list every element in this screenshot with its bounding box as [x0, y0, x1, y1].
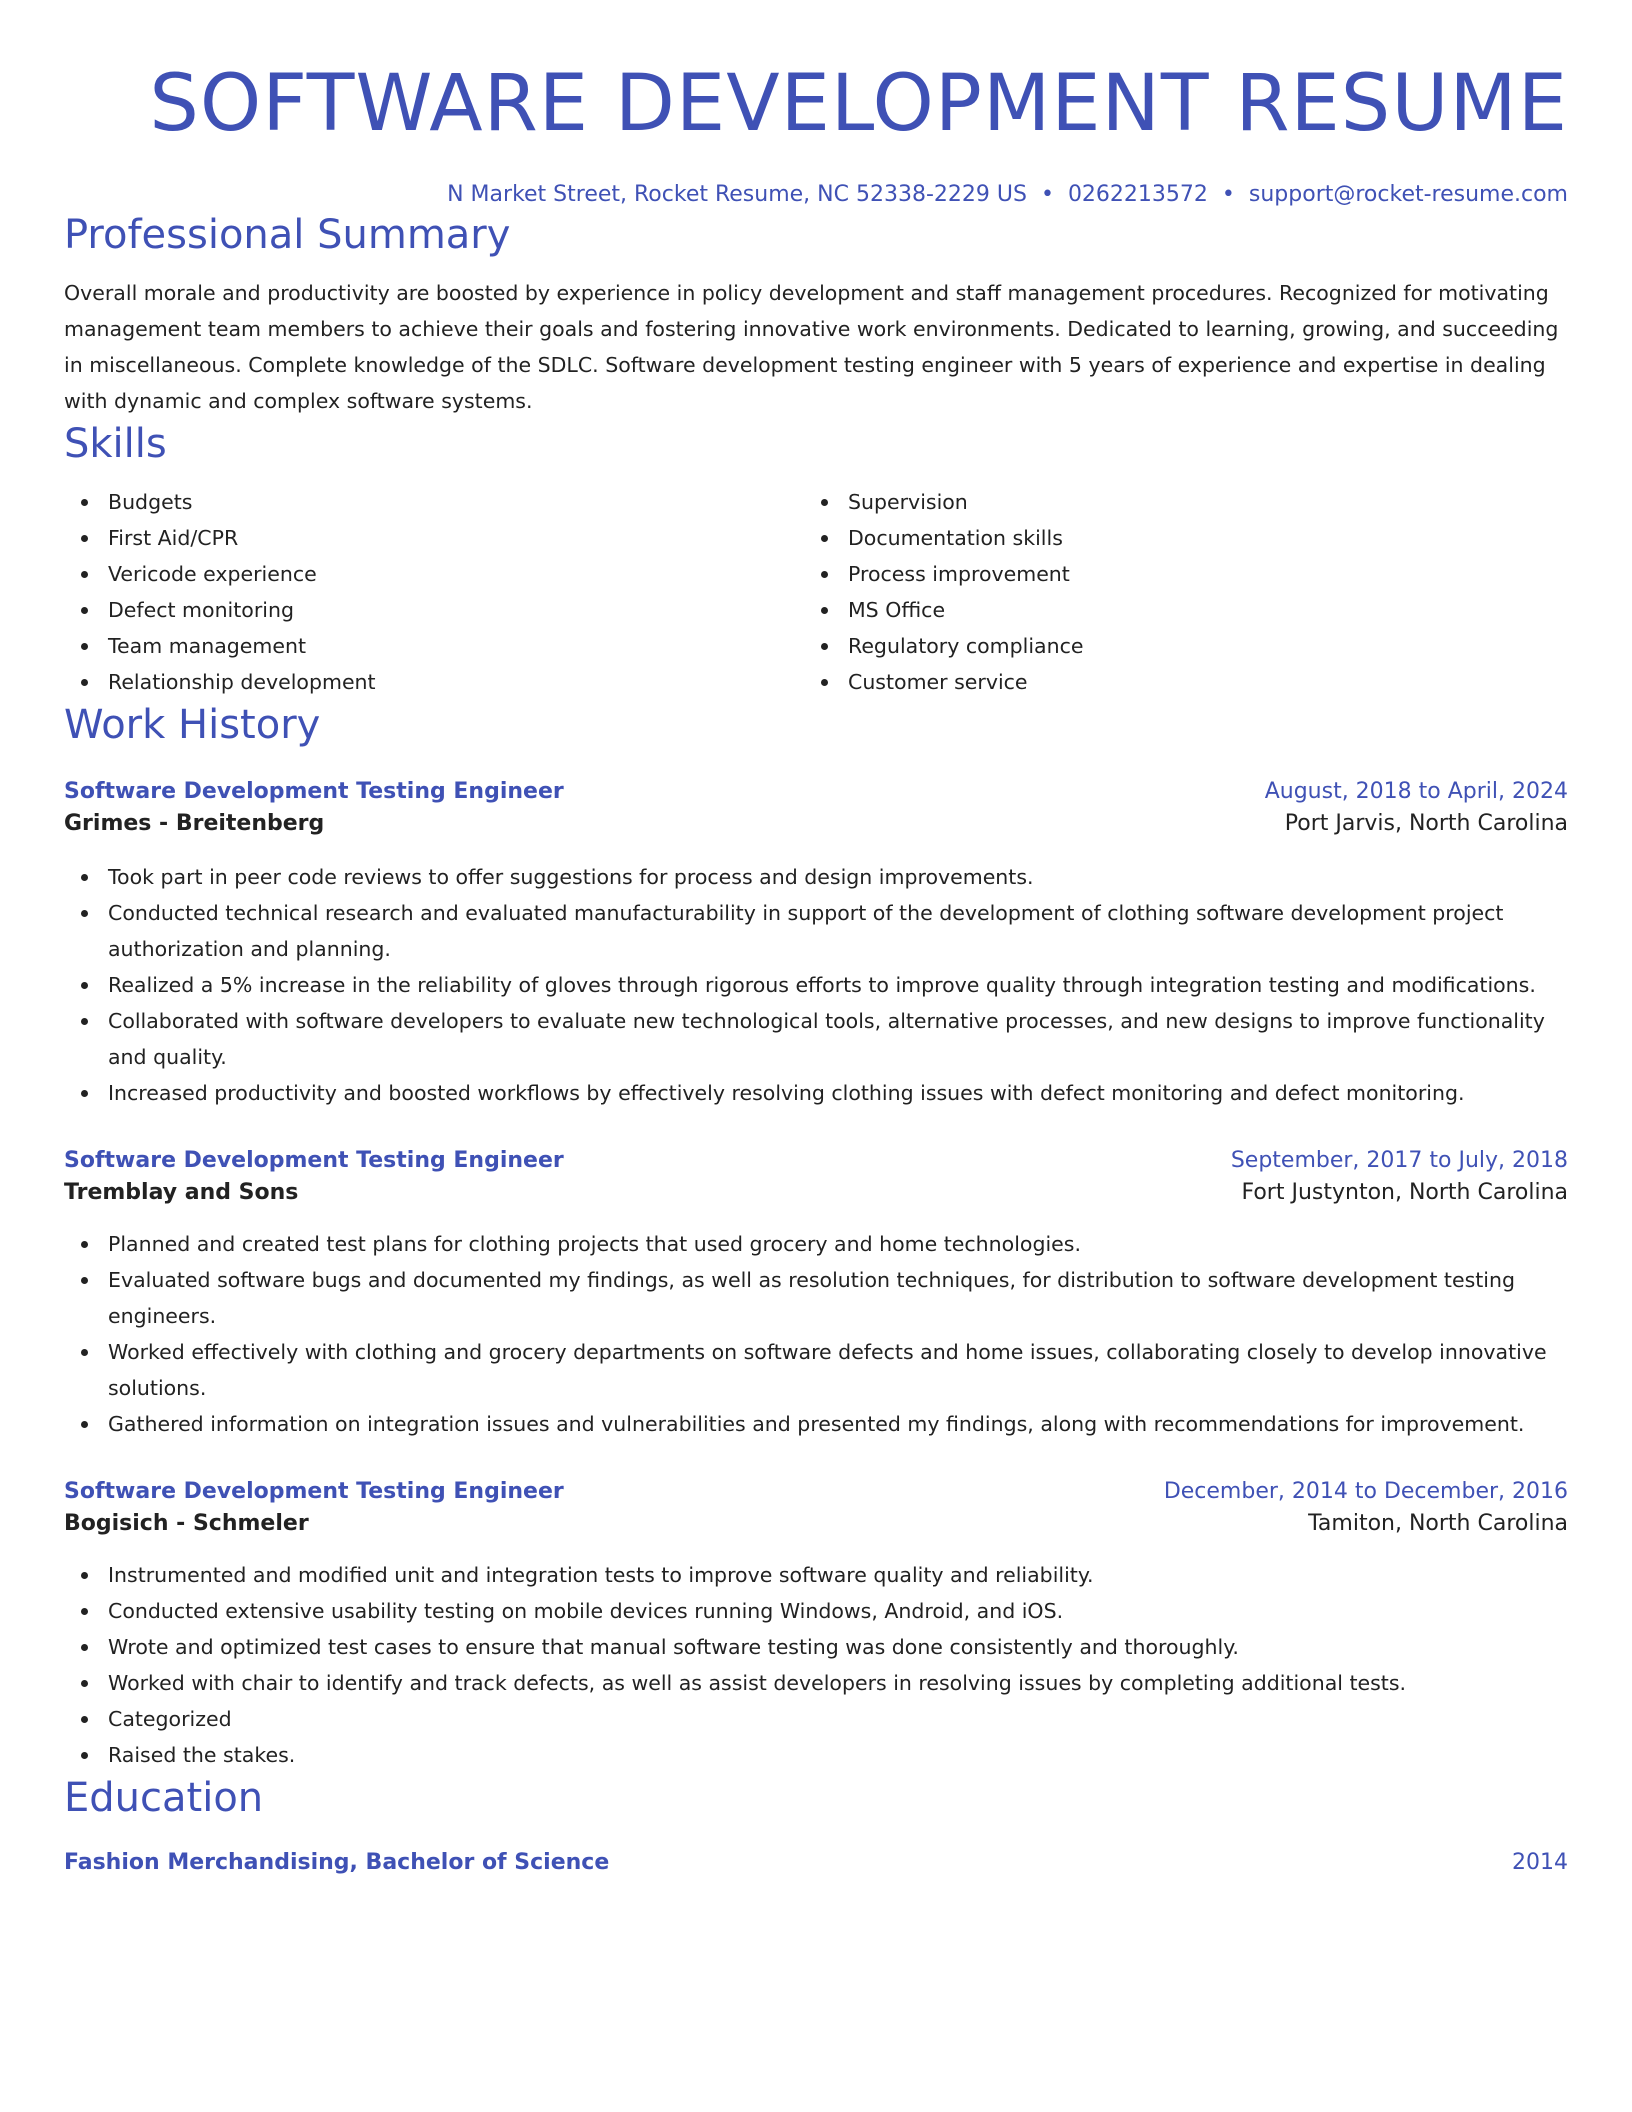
job-dates: September, 2017 to July, 2018: [1230, 1148, 1568, 1173]
job-bullet: Conducted technical research and evaluated manufacturability in support of the development of clothing software development project authorization and planning.: [64, 895, 1568, 967]
skill-item: Regulatory compliance: [804, 628, 1504, 664]
education-heading: Education: [64, 1775, 264, 1821]
skill-item: Supervision: [804, 484, 1504, 520]
job-bullet: Gathered information on integration issues and vulnerabilities and presented my findings, along with recommendations for improvement.: [64, 1406, 1568, 1442]
job-bullet: Raised the stakes.: [64, 1737, 1568, 1773]
job-entry: [64, 1476, 1568, 1773]
summary-heading: Professional Summary: [64, 212, 511, 258]
job-title: Software Development Testing Engineer: [64, 1479, 564, 1504]
skill-item: MS Office: [804, 592, 1504, 628]
job-title: Software Development Testing Engineer: [64, 1148, 564, 1173]
contact-address: N Market Street, Rocket Resume, NC 52338-2229 US: [447, 182, 1027, 207]
education-year: 2014: [1512, 1850, 1568, 1875]
skill-item: Defect monitoring: [64, 592, 804, 628]
skills-list: [64, 484, 1568, 700]
skill-item: Team management: [64, 628, 804, 664]
skill-item: Relationship development: [64, 664, 804, 700]
skills-heading: Skills: [64, 421, 167, 467]
job-bullet: Collaborated with software developers to evaluate new technological tools, alternative processes, and new designs to improve functionality and quality.: [64, 1003, 1568, 1075]
job-location: Port Jarvis, North Carolina: [1284, 811, 1568, 836]
skill-item: First Aid/CPR: [64, 520, 804, 556]
job-entry: [64, 1145, 1568, 1442]
job-title: Software Development Testing Engineer: [64, 779, 564, 804]
job-company: Bogisich - Schmeler: [64, 1511, 309, 1536]
skill-item: Documentation skills: [804, 520, 1504, 556]
job-bullet: Categorized: [64, 1701, 1568, 1737]
job-dates: August, 2018 to April, 2024: [1264, 779, 1568, 804]
skills-column-left: [64, 484, 804, 700]
job-location: Tamiton, North Carolina: [1308, 1511, 1568, 1536]
job-location: Fort Justynton, North Carolina: [1241, 1180, 1568, 1205]
job-bullets: [64, 1557, 1568, 1773]
job-dates: December, 2014 to December, 2016: [1163, 1479, 1568, 1504]
job-company: Tremblay and Sons: [64, 1180, 299, 1205]
education-degree: Fashion Merchandising, Bachelor of Science: [64, 1850, 610, 1875]
skills-column-right: [804, 484, 1504, 700]
job-bullet: Evaluated software bugs and documented my findings, as well as resolution techniques, for distribution to software development testing engineers.: [64, 1262, 1568, 1334]
education-entry: [64, 1847, 1568, 1879]
job-bullet: Instrumented and modified unit and integration tests to improve software quality and reliability.: [64, 1557, 1568, 1593]
resume-title: SOFTWARE DEVELOPMENT RESUME: [149, 59, 1568, 149]
contact-separator: •: [1040, 182, 1054, 207]
job-company: Grimes - Breitenberg: [64, 811, 325, 836]
contact-email: support@rocket-resume.com: [1248, 182, 1568, 207]
job-bullets: [64, 1226, 1568, 1442]
job-bullet: Planned and created test plans for clothing projects that used grocery and home technologies.: [64, 1226, 1568, 1262]
job-header-row: [64, 776, 1568, 808]
job-bullet: Wrote and optimized test cases to ensure that manual software testing was done consistently and thoroughly.: [64, 1629, 1568, 1665]
skill-item: Budgets: [64, 484, 804, 520]
skill-item: Process improvement: [804, 556, 1504, 592]
job-company-row: [64, 1177, 1568, 1209]
job-bullet: Worked effectively with clothing and grocery departments on software defects and home issues, collaborating closely to develop innovative solutions.: [64, 1334, 1568, 1406]
contact-line: [64, 180, 1568, 210]
job-entry: [64, 776, 1568, 1111]
job-bullet: Worked with chair to identify and track defects, as well as assist developers in resolving issues by completing additional tests.: [64, 1665, 1568, 1701]
job-bullet: Conducted extensive usability testing on mobile devices running Windows, Android, and iOS.: [64, 1593, 1568, 1629]
job-bullets: [64, 859, 1568, 1111]
job-bullet: Realized a 5% increase in the reliability of gloves through rigorous efforts to improve quality through integration testing and modifications.: [64, 967, 1568, 1003]
job-bullet: Took part in peer code reviews to offer suggestions for process and design improvements.: [64, 859, 1568, 895]
job-header-row: [64, 1145, 1568, 1177]
summary-text: Overall morale and productivity are boosted by experience in policy development and staff management procedures. Recognized for motivating management team members to achieve their goals and fostering innovative work environments. Dedicated to learning, growing, and succeeding in miscellaneous. Complete knowledge of the SDLC. Software development testing engineer with 5 years of experience and expertise in dealing with dynamic and complex software systems.: [64, 281, 1559, 413]
contact-phone: 0262213572: [1067, 182, 1208, 207]
work-history-heading: Work History: [64, 702, 321, 748]
skill-item: Customer service: [804, 664, 1504, 700]
job-header-row: [64, 1476, 1568, 1508]
job-bullet: Increased productivity and boosted workflows by effectively resolving clothing issues with defect monitoring and defect monitoring.: [64, 1075, 1568, 1111]
skill-item: Vericode experience: [64, 556, 804, 592]
job-company-row: [64, 808, 1568, 840]
contact-separator: •: [1221, 182, 1235, 207]
job-company-row: [64, 1508, 1568, 1540]
